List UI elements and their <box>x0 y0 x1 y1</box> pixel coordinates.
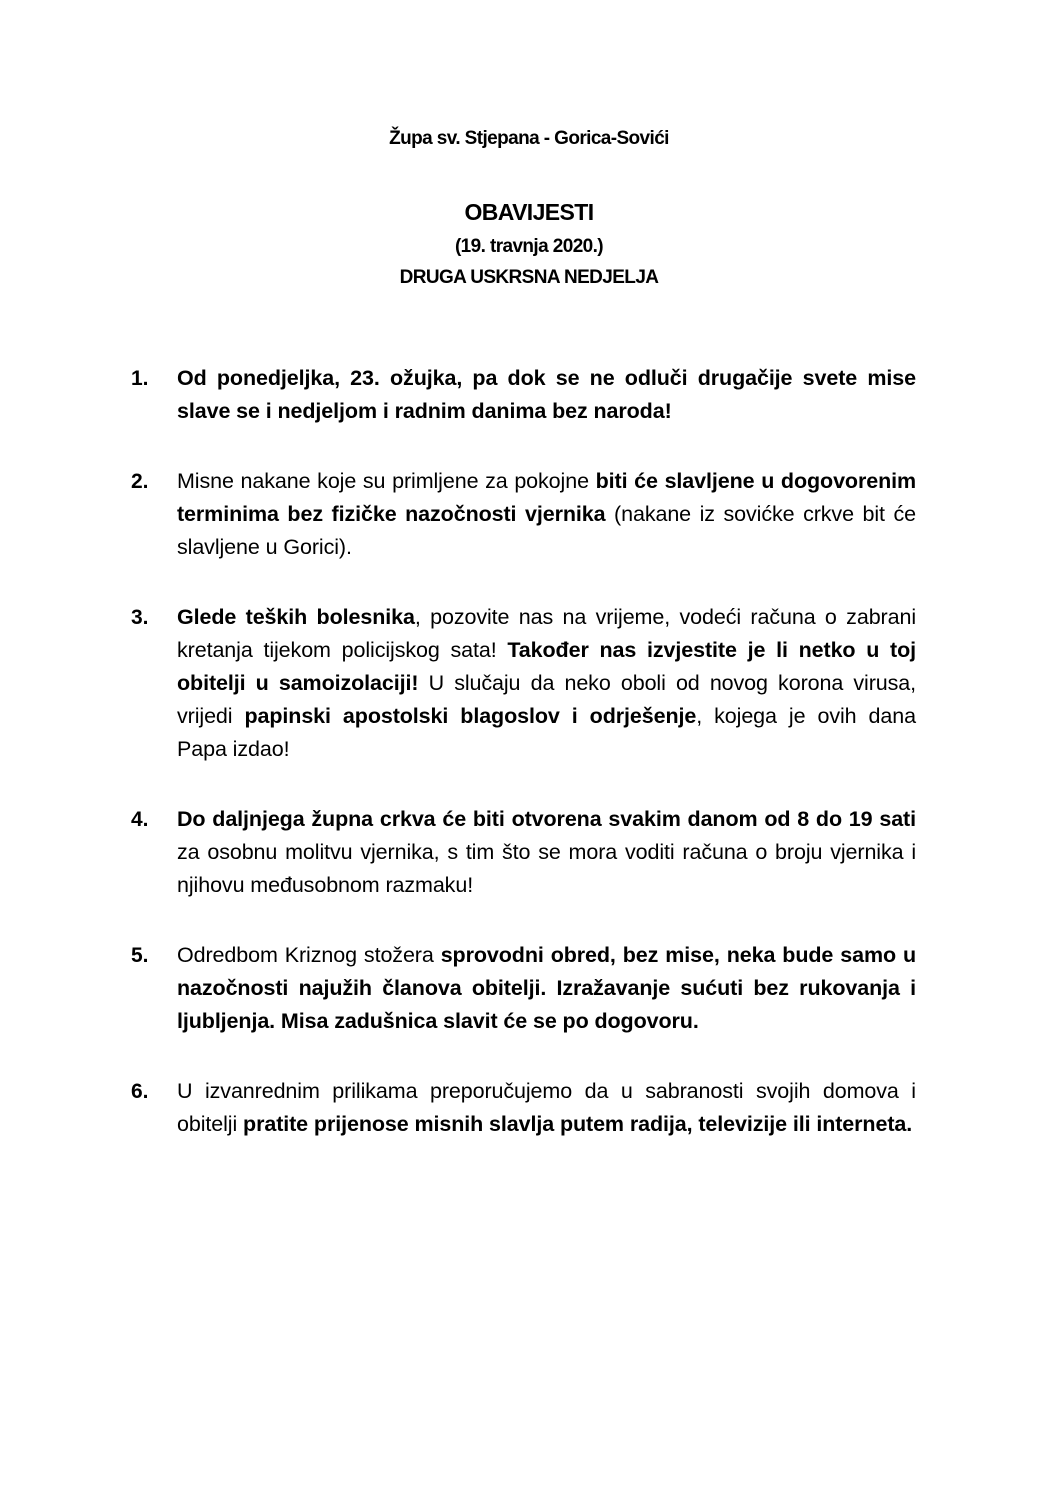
liturgical-sunday: DRUGA USKRSNA NEDJELJA <box>399 267 659 288</box>
notice-text-segment: biti će slavljene u dogovorenim terminima bez fizičke nazočnosti vjernika <box>177 469 917 526</box>
notice-text <box>177 939 916 1038</box>
parish-name: Župa sv. Stjepana - Gorica-Sovići <box>389 128 669 149</box>
notice-text-segment: papinski apostolski blagoslov i odrješenje <box>244 704 697 728</box>
notice-item <box>0 465 1058 564</box>
notice-text <box>177 601 916 766</box>
notice-number: 2. <box>131 470 149 493</box>
notice-text-segment: Odredbom Kriznog stožera <box>177 943 441 967</box>
notice-text <box>177 362 916 428</box>
notice-number: 6. <box>131 1080 149 1103</box>
notice-text <box>177 803 916 902</box>
notice-text-segment: , kojega je ovih dana Papa izdao! <box>177 704 916 761</box>
notice-text-segment: Do daljnjega župna crkva će biti otvorena svakim danom od 8 do 19 sati <box>177 807 916 831</box>
notice-text-segment: Misne nakane koje su primljene za pokojne <box>177 469 596 493</box>
notice-item <box>0 939 1058 1038</box>
notice-text-segment: U izvanrednim prilikama preporučujemo da u sabranosti svojih domova i obitelji <box>177 1079 916 1136</box>
notice-text-segment: za osobnu molitvu vjernika, s tim što se mora voditi računa o broju vjernika i njihovu međusobnom razmaku! <box>177 840 916 897</box>
notice-text <box>177 465 916 564</box>
notice-number: 1. <box>131 367 149 390</box>
notice-item <box>0 601 1058 766</box>
notice-text-segment: sprovodni obred, bez mise, neka bude samo u nazočnosti najužih članova obitelji. Izražavanje sućuti bez rukovanja i ljubljenja. Misa zadušnica slavit će se po dogovoru. <box>177 943 917 1033</box>
document-title: OBAVIJESTI <box>464 199 594 225</box>
notice-number: 3. <box>131 606 149 629</box>
notice-text-segment: (nakane iz sovićke crkve bit će slavljene u Gorici). <box>177 502 916 559</box>
notice-item <box>0 1075 1058 1141</box>
notice-text-segment: U slučaju da neko oboli od novog korona virusa, vrijedi <box>177 671 916 728</box>
notice-number: 4. <box>131 808 149 831</box>
notice-text-segment: Glede teških bolesnika <box>177 605 415 629</box>
notice-text-segment: pratite prijenose misnih slavlja putem radija, televizije ili interneta. <box>243 1112 913 1136</box>
notice-text-segment: , pozovite nas na vrijeme, vodeći računa o zabrani kretanja tijekom policijskog sata! <box>177 605 916 662</box>
notice-item <box>0 362 1058 428</box>
notice-list <box>0 362 1058 1178</box>
notice-item <box>0 803 1058 902</box>
notice-text-segment: Također nas izvjestite je li netko u toj obitelji u samoizolaciji! <box>177 638 916 695</box>
notice-text-segment: Od ponedjeljka, 23. ožujka, pa dok se ne odluči drugačije svete mise slave se i nedjeljom i radnim danima bez naroda! <box>177 366 916 423</box>
notice-text <box>177 1075 916 1141</box>
document-date: (19. travnja 2020.) <box>454 236 604 257</box>
notice-number: 5. <box>131 944 149 967</box>
